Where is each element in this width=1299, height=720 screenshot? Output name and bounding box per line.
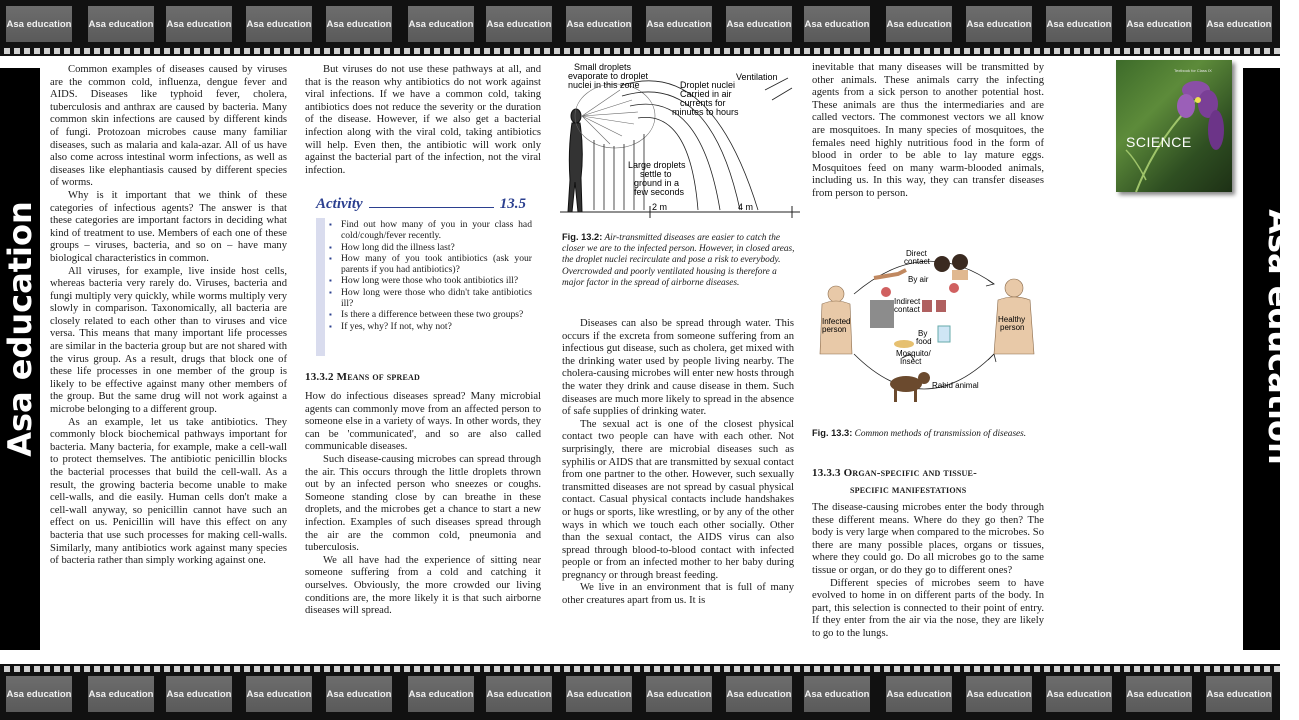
film-frame: Asa education — [486, 676, 552, 712]
paragraph: Diseases can also be spread through water. This occurs if the excreta from someone suffering from an infectious gut disease, such as cholera, get mixed with the drinking water used by people living nearby. The cholera-causing microbes will enter new hosts through the water they drink and cause disease in them. Such diseases are much more likely to spread in the absence of safe supplies of drinking water. — [562, 318, 794, 418]
text-column-2 — [305, 64, 541, 177]
air-droplet-icon — [949, 283, 959, 293]
activity-item: ▪ Is there a difference between these two groups? — [329, 309, 532, 320]
person-figure — [568, 109, 582, 212]
text-column-4 — [812, 62, 1044, 201]
handshake-icon — [874, 270, 906, 278]
activity-list — [329, 219, 532, 332]
label-by-air: By air — [908, 275, 929, 284]
activity-label: Activity — [316, 196, 363, 212]
air-droplet-icon — [881, 287, 891, 297]
text-column-1 — [50, 64, 287, 568]
water-glass-icon — [938, 326, 950, 342]
section-heading-organ-specific: 13.3.3 Organ-specific and tissue- — [812, 467, 977, 479]
label-distance-4m: 4 m — [738, 202, 754, 212]
label-mosquito: Mosquito/ Insect — [896, 349, 931, 366]
film-frame: Asa education — [1126, 676, 1192, 712]
section-heading-organ-specific-line2: specific manifestations — [850, 484, 967, 496]
activity-item: ▪ Find out how many of you in your class had cold/cough/fever recently. — [329, 219, 532, 242]
book-subtitle: Textbook for Class IX — [1174, 68, 1212, 73]
figure-13-2 — [560, 60, 800, 220]
cup-icon — [922, 300, 932, 312]
activity-rule — [369, 207, 494, 208]
film-frame: Asa education — [408, 6, 474, 42]
film-perforation — [0, 666, 1280, 672]
food-plate-icon — [894, 340, 914, 348]
film-frame: Asa education — [726, 6, 792, 42]
film-strip-top — [0, 0, 1280, 56]
watermark-left: Asa education — [1, 201, 39, 457]
activity-item: ▪ How long were those who didn't take antibiotics ill? — [329, 287, 532, 310]
film-frame: Asa education — [646, 6, 712, 42]
label-large-droplets: Large droplets settle to ground in a few seconds — [628, 160, 686, 197]
book-title: SCIENCE — [1126, 134, 1192, 150]
film-strip-bottom — [0, 664, 1280, 720]
activity-item: ▪ How long were those who took antibiotics ill? — [329, 275, 532, 286]
paragraph: Different species of microbes seem to have evolved to home in on different parts of the body. In part, this selection is connected to their point of entry. If they enter from the air via the nose, they are likely to go to the lungs. — [812, 577, 1044, 639]
cup-icon — [936, 300, 946, 312]
settle-arrows — [594, 134, 644, 210]
rabid-dog-figure — [890, 372, 930, 402]
label-ventilation: Ventilation — [736, 72, 778, 82]
label-direct-contact: Direct contact — [904, 249, 930, 266]
activity-item: ▪ If yes, why? If not, why not? — [329, 321, 532, 332]
figure-13-2-caption: Fig. 13.2: Air-transmitted diseases are easier to catch the closer we are to the infected person. However, in closed areas, the droplet nuclei recirculate and pose a risk to everybody. Overcrowded and poorly ventilated housing is therefore a major factor in the spread of airborne diseases. — [562, 232, 795, 288]
film-frame: Asa education — [566, 676, 632, 712]
film-frame: Asa education — [246, 6, 312, 42]
paragraph: The disease-causing microbes enter the body through these different means. Where do they go then? The body is very large when compared to the microbes. So there are many possible places, organs or tissues, where they could go. Do all microbes go to the same tissue or organ, or do they go to different ones? — [812, 502, 1044, 576]
activity-number: 13.5 — [499, 196, 526, 212]
paragraph: But viruses do not use these pathways at all, and that is the reason why antibiotics do not work against viral infections. If we have a common cold, taking antibiotics does not reduce the severity or the duration of the disease. However, if we also get a bacterial infection along with the viral cold, taking antibiotics will help. Even then, the antibiotic will work only against the bacterial part of the infection, not the viral infection. — [305, 64, 541, 176]
text-column-3 — [562, 318, 794, 608]
activity-side-bar — [316, 218, 325, 356]
film-frame: Asa education — [1206, 676, 1272, 712]
film-frame: Asa education — [88, 676, 154, 712]
label-indirect-contact: Indirect contact — [894, 297, 921, 314]
sneeze-diagram — [560, 60, 800, 220]
paragraph: All viruses, for example, live inside host cells, whereas bacteria very rarely do. Viruses, bacteria and fungi multiply very quickly, while worms multiply very slowly in comparison. Taxonomically, all bacteria are closely related to each other than to viruses and vice versa. This means that many important life processes are similar in the bacteria group but are not shared with the virus group. As a result, drugs that block one of these life processes in one member of the group is likely to be effective against many other members of the group. But the same drug will not work against a microbe belonging to a different group. — [50, 265, 287, 416]
film-frame: Asa education — [726, 676, 792, 712]
film-frame: Asa education — [166, 676, 232, 712]
label-infected-person: Infected person — [822, 317, 851, 334]
film-frame: Asa education — [326, 6, 392, 42]
film-frame: Asa education — [966, 676, 1032, 712]
film-perforation — [0, 48, 1280, 54]
film-frame: Asa education — [6, 6, 72, 42]
film-frame: Asa education — [88, 6, 154, 42]
film-frame: Asa education — [886, 6, 952, 42]
paragraph: How do infectious diseases spread? Many microbial agents can commonly move from an affected person to someone else in a variety of ways. In other words, they can be 'communicated', and so are also called communicable diseases. — [305, 391, 541, 453]
paragraph: Common examples of diseases caused by viruses are the common cold, influenza, dengue fever and AIDS. Diseases like typhoid fever, cholera, tuberculosis and anthrax are caused by bacteria. Many common skin infections are caused by different kinds of fungi. Protozoan microbes cause many familiar diseases, such as malaria and kala-azar. All of us have also come across intestinal worm infections, as well as diseases like elephantiasis caused by different species of worms. — [50, 64, 287, 189]
couple-figure — [934, 254, 968, 280]
film-frame: Asa education — [166, 6, 232, 42]
transmission-diagram — [814, 244, 1048, 412]
figure-13-3-caption: Fig. 13.3: Common methods of transmission of diseases. — [812, 428, 1027, 439]
paragraph: The sexual act is one of the closest physical contact two people can have with each other. Not surprisingly, there are microbial diseases such as syphilis or AIDS that are transmitted by sexual contact from one partner to the other. However, such sexually transmitted diseases are not spread by casual physical contact. Casual physical contacts include handshakes or hugs or sports, like wrestling, or by any of the other ways in which we touch each other socially. Other than the sexual contact, the AIDS virus can also spread through blood-to-blood contact with infected people or from an infected mother to her baby during pregnancy or through breast feeding. — [562, 418, 794, 581]
paragraph: As an example, let us take antibiotics. They commonly block biochemical pathways important for bacteria. Many bacteria, for example, make a cell-wall to protect themselves. The antibiotic penicillin blocks the bacterial processes that build the cell-wall. As a result, the growing bacteria become unable to make cell-walls, and die easily. Human cells don't make a cell-wall anyway, so penicillin cannot have such an effect on us. Penicillin will have this effect on any bacteria that use such processes for making cell-walls. Similarly, many antibiotics work against many species of bacteria rather than simply working against one. — [50, 416, 287, 567]
film-frame: Asa education — [1046, 676, 1112, 712]
label-rabid-animal: Rabid animal — [932, 381, 979, 390]
film-frame: Asa education — [886, 676, 952, 712]
film-frame: Asa education — [566, 6, 632, 42]
activity-heading — [316, 196, 526, 213]
watermark-right: Asa education — [1261, 209, 1299, 465]
droplet-spray — [575, 84, 655, 148]
film-frame: Asa education — [1126, 6, 1192, 42]
film-frame: Asa education — [408, 676, 474, 712]
paragraph: inevitable that many diseases will be transmitted by other animals. These animals carry the infecting agents from a sick person to another potential host. These animals are thus the intermediaries and are called vectors. The commonest vectors we all know are mosquitoes. In many species of mosquitoes, the females need highly nutritious food in the form of blood in order to be able to lay mature eggs. Mosquitoes feed on many warm-blooded animals, including us. In this way, they can transfer diseases from person to person. — [812, 62, 1044, 199]
film-frame: Asa education — [1046, 6, 1112, 42]
text-column-2-lower — [305, 391, 541, 618]
paragraph: Why is it important that we think of these categories of infectious agents? The answer is that these categories are important factors in deciding what kind of treatment to use. Members of each one of these groups – viruses, bacteria, and so on – have many biological characteristics in common. — [50, 189, 287, 264]
label-small-droplets: Small droplets evaporate to droplet nuclei in this zone — [568, 62, 649, 90]
film-frame: Asa education — [486, 6, 552, 42]
clothes-icon — [870, 300, 894, 328]
textbook-cover-image — [1116, 60, 1232, 192]
film-frame: Asa education — [804, 676, 870, 712]
label-droplet-nuclei: Droplet nuclei Carried in air currents for minutes to hours — [672, 80, 739, 117]
label-by-food: By food — [916, 329, 932, 346]
label-distance-2m: 2 m — [652, 202, 668, 212]
activity-item: ▪ How many of you took antibiotics (ask your parents if you had antibiotics)? — [329, 253, 532, 276]
paragraph: We live in an environment that is full of many other creatures apart from us. It is — [562, 582, 794, 607]
paragraph: We all have had the experience of sitting near someone suffering from a cold and catching it ourselves. Obviously, the more crowded our living conditions are, the more likely it is that such airborne diseases will spread. — [305, 554, 541, 617]
figure-13-3 — [814, 244, 1048, 412]
film-frame: Asa education — [326, 676, 392, 712]
film-frame: Asa education — [966, 6, 1032, 42]
section-heading-means-of-spread: 13.3.2 Means of spread — [305, 371, 420, 383]
film-frame: Asa education — [246, 676, 312, 712]
activity-item: ▪ How long did the illness last? — [329, 242, 532, 253]
flower-illustration — [1116, 60, 1232, 192]
film-frame: Asa education — [6, 676, 72, 712]
paragraph: Such disease-causing microbes can spread through the air. This occurs through the little droplets thrown out by an infected person who sneezes or coughs. Someone standing close by can breathe in these droplets, and the microbes get a chance to start a new infection. Examples of such diseases spread through the air are the common cold, pneumonia and tuberculosis. — [305, 453, 541, 554]
film-frame: Asa education — [646, 676, 712, 712]
label-healthy-person: Healthy person — [998, 315, 1026, 332]
film-frame: Asa education — [1206, 6, 1272, 42]
film-frame: Asa education — [804, 6, 870, 42]
text-column-4-lower — [812, 502, 1044, 641]
